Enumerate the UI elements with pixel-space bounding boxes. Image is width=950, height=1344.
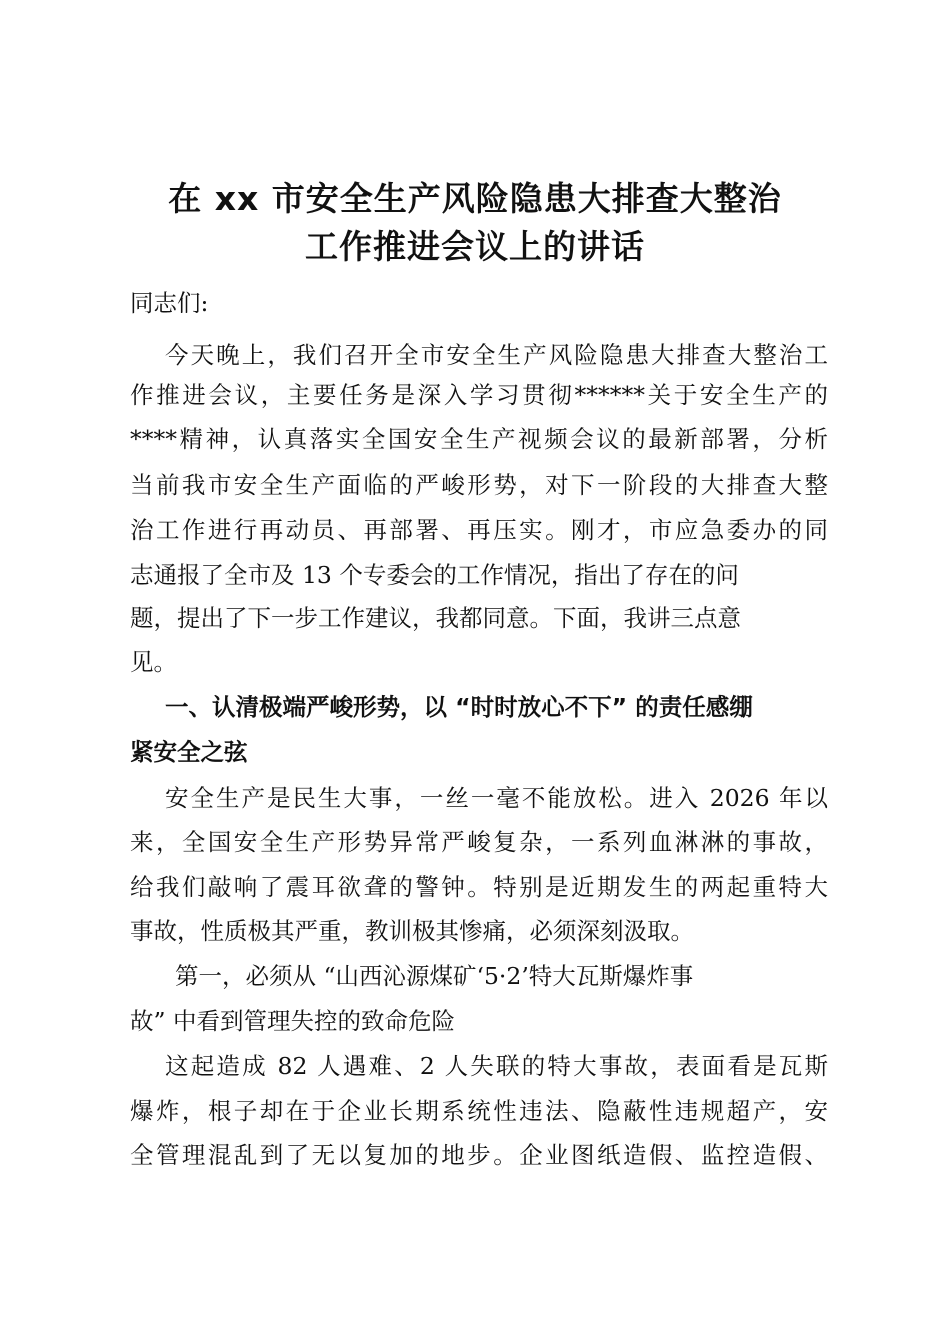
- subheading-1-line: 第一，必须从 “山西沁源煤矿‘5·2’特大瓦斯爆炸事: [175, 962, 694, 990]
- paragraph-2-line: 安全生产是民生大事，一丝一毫不能放松。进入 2026 年以: [165, 784, 828, 812]
- paragraph-1-line: 当前我市安全生产面临的严峻形势，对下一阶段的大排查大整: [130, 471, 828, 499]
- salutation: 同志们:: [130, 289, 209, 317]
- section-1-heading-line: 一、认清极端严峻形势，以 “时时放心不下” 的责任感绷: [165, 693, 753, 721]
- document-title-line-1: 在 xx 市安全生产风险隐患大排查大整治: [168, 179, 782, 218]
- paragraph-1-line: 今天晚上，我们召开全市安全生产风险隐患大排查大整治工: [165, 341, 828, 369]
- paragraph-1-line: 志通报了全市及 13 个专委会的工作情况，指出了存在的问: [130, 561, 739, 589]
- paragraph-1-line: 题，提出了下一步工作建议，我都同意。下面，我讲三点意: [130, 604, 741, 632]
- paragraph-1-line: 治工作进行再动员、再部署、再压实。刚才，市应急委办的同: [130, 516, 828, 544]
- subheading-1-line: 故” 中看到管理失控的致命危险: [130, 1007, 455, 1035]
- paragraph-2-line: 事故，性质极其严重，教训极其惨痛，必须深刻汲取。: [130, 917, 694, 945]
- paragraph-3-line: 爆炸，根子却在于企业长期系统性违法、隐蔽性违规超产，安: [130, 1097, 828, 1125]
- paragraph-1-line: ****精神，认真落实全国安全生产视频会议的最新部署，分析: [130, 425, 828, 453]
- paragraph-3-line: 全管理混乱到了无以复加的地步。企业图纸造假、监控造假、: [130, 1141, 828, 1169]
- paragraph-2-line: 给我们敲响了震耳欲聋的警钟。特别是近期发生的两起重特大: [130, 873, 828, 901]
- paragraph-1-line: 作推进会议，主要任务是深入学习贯彻******关于安全生产的: [130, 381, 828, 409]
- paragraph-3-line: 这起造成 82 人遇难、2 人失联的特大事故，表面看是瓦斯: [165, 1052, 828, 1080]
- section-1-heading-line: 紧安全之弦: [130, 738, 248, 766]
- paragraph-2-line: 来，全国安全生产形势异常严峻复杂，一系列血淋淋的事故，: [130, 828, 828, 856]
- paragraph-1-line: 见。: [130, 648, 177, 676]
- document-title-line-2: 工作推进会议上的讲话: [305, 227, 645, 266]
